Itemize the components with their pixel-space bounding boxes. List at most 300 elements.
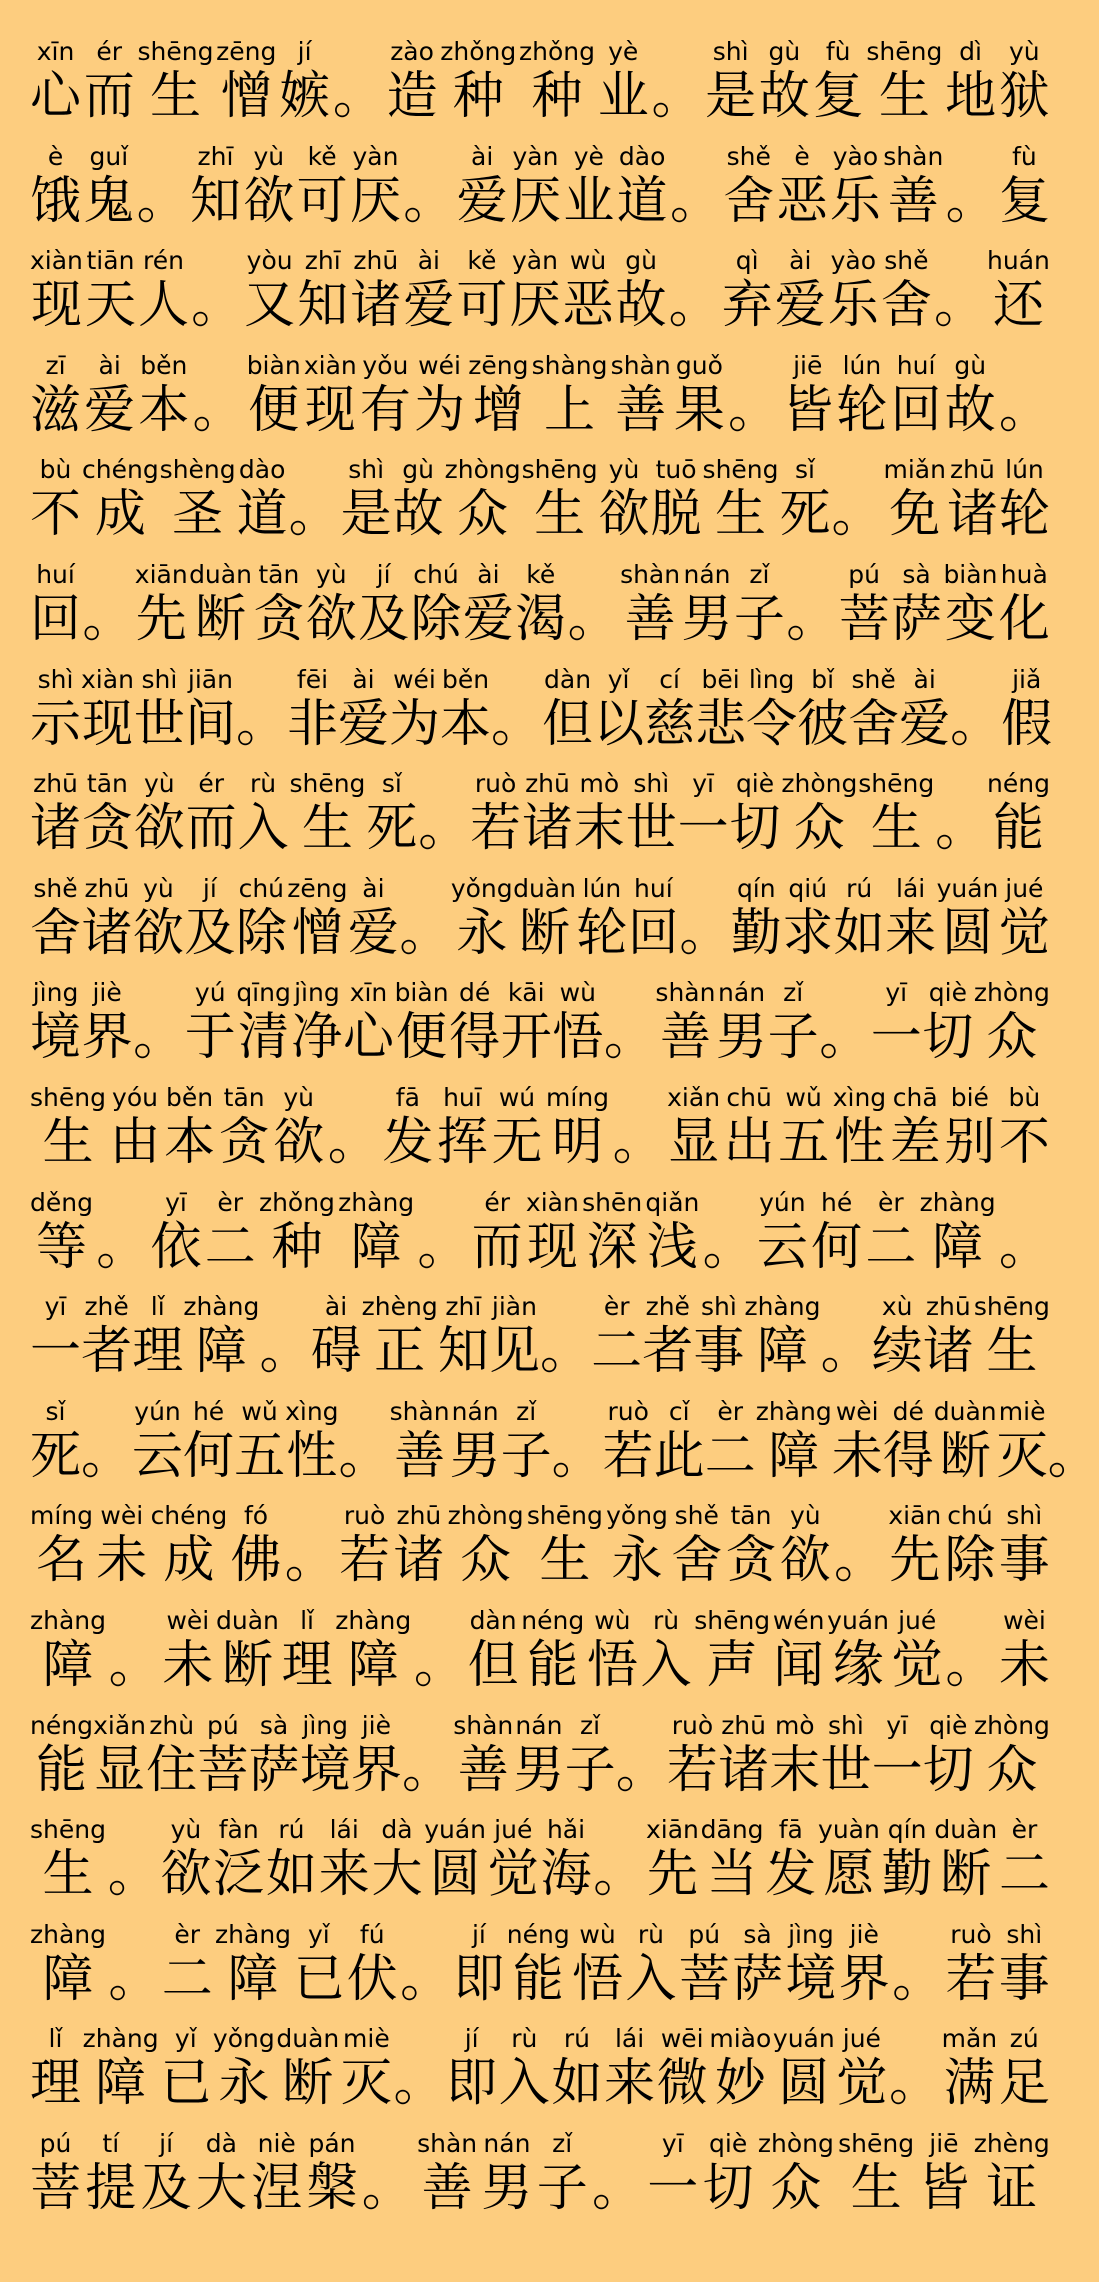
character-unit [758, 2130, 834, 2220]
character-unit [30, 979, 81, 1069]
hanzi: 二 [998, 1845, 1050, 1905]
pinyin: guǒ [675, 350, 723, 380]
character-unit [918, 2130, 969, 2220]
hanzi: 一 [647, 2158, 699, 2218]
hanzi: 生 [149, 67, 201, 126]
pinyin: yǐ [174, 2024, 197, 2054]
character-unit [135, 561, 188, 651]
hanzi: 别 [944, 1112, 996, 1172]
pinyin: sǐ [45, 1396, 66, 1426]
hanzi: 入 [498, 2054, 550, 2114]
hanzi: 发 [765, 1845, 817, 1905]
pinyin: lìng [748, 664, 795, 694]
punctuation: 。 [1047, 1426, 1099, 1486]
hanzi: 足 [998, 2054, 1050, 2114]
pinyin: hé [821, 1187, 853, 1217]
pinyin: zī [45, 350, 66, 380]
character-unit [424, 1816, 486, 1906]
character-unit [285, 1398, 338, 1488]
pinyin: zhū [396, 1501, 442, 1531]
pinyin: miè [343, 2024, 390, 2054]
character-unit [297, 143, 348, 233]
pinyin: zhàng [215, 1919, 292, 1949]
hanzi: 便 [248, 380, 300, 440]
pinyin: xiàn [81, 664, 134, 694]
pinyin: qiè [735, 769, 775, 799]
character-unit [437, 1084, 488, 1174]
hanzi: 若 [666, 1740, 718, 1800]
character-unit [341, 2025, 392, 2115]
pinyin: huí [896, 350, 936, 380]
pinyin: ér [484, 1187, 511, 1217]
hanzi: 切 [922, 1008, 974, 1068]
character-unit [730, 770, 781, 860]
character-unit [390, 1398, 450, 1488]
character-unit [456, 247, 507, 337]
character-unit [133, 875, 184, 965]
character-unit [446, 2025, 497, 2115]
hanzi: 但 [542, 694, 594, 754]
character-unit [266, 1816, 317, 1906]
pinyin: dào [618, 141, 666, 171]
hanzi: 诸 [350, 276, 402, 336]
hanzi: 业 [597, 67, 649, 126]
pinyin: sà [902, 559, 931, 589]
character-unit [922, 979, 973, 1069]
character-unit [818, 1816, 880, 1906]
character-unit [30, 1502, 93, 1592]
character-unit [335, 1607, 411, 1697]
pinyin: jí [202, 873, 217, 903]
character-unit [616, 247, 667, 337]
pinyin: lún [842, 350, 882, 380]
hanzi: 厌 [509, 276, 561, 336]
hanzi: 变 [944, 589, 996, 649]
pinyin: qín [887, 1815, 927, 1845]
hanzi: 觉 [487, 1845, 539, 1905]
hanzi: 依 [150, 1217, 202, 1277]
character-unit [341, 456, 392, 546]
punctuation: 。 [998, 380, 1050, 440]
character-unit [93, 1712, 146, 1802]
character-unit [782, 352, 833, 442]
hanzi: 断 [939, 1426, 991, 1486]
hanzi: 永 [456, 903, 508, 963]
punctuation: 。 [133, 1008, 185, 1068]
pinyin: zhàng [919, 1187, 996, 1217]
character-unit [297, 247, 348, 337]
hanzi: 海 [540, 1845, 592, 1905]
hanzi: 已 [160, 2054, 212, 2114]
hanzi: 滋 [30, 380, 82, 440]
hanzi: 回 [30, 589, 82, 649]
pinyin: lǐ [48, 2024, 63, 2054]
character-unit [657, 2025, 708, 2115]
hanzi: 贪 [81, 799, 133, 859]
hanzi: 障 [347, 1635, 399, 1695]
hanzi: 善 [457, 1740, 509, 1800]
character-unit [883, 143, 943, 233]
hanzi: 大 [371, 1845, 423, 1905]
pinyin: xiān [646, 1815, 699, 1845]
pinyin: zhù [149, 1710, 195, 1740]
punctuation: 。 [679, 903, 731, 963]
pinyin: yù [283, 1082, 315, 1112]
punctuation: 。 [108, 1635, 160, 1695]
hanzi: 伏 [346, 1949, 398, 2009]
pinyin: fù [825, 37, 851, 66]
pinyin: è [794, 141, 810, 171]
character-unit [306, 561, 357, 651]
hanzi: 渴 [515, 589, 567, 649]
pinyin: mò [774, 1710, 815, 1740]
hanzi: 菩 [678, 1949, 730, 2009]
pinyin: lǐ [300, 1605, 315, 1635]
hanzi: 善 [394, 1426, 446, 1486]
character-unit [651, 456, 702, 546]
hanzi: 灭 [996, 1426, 1048, 1486]
character-unit [251, 2130, 302, 2220]
pinyin: chú [238, 873, 285, 903]
pinyin: dào [238, 455, 286, 485]
pinyin: jí [471, 1919, 486, 1949]
hanzi: 得 [882, 1426, 934, 1486]
punctuation: 。 [491, 694, 543, 754]
hanzi: 如 [833, 903, 885, 963]
hanzi: 明 [552, 1112, 604, 1172]
pinyin: yǒu [362, 350, 409, 380]
hanzi: 若 [945, 1949, 997, 2009]
hanzi: 种 [531, 67, 583, 126]
pinyin: zhū [84, 873, 130, 903]
hanzi: 道 [236, 485, 288, 545]
pinyin: lún [1005, 455, 1044, 485]
hanzi: 碍 [310, 1322, 362, 1382]
pinyin: yuán [936, 873, 999, 903]
character-unit [30, 875, 81, 965]
pinyin: běn [441, 664, 490, 694]
character-unit [756, 1398, 832, 1488]
character-unit [999, 38, 1050, 128]
text-line [30, 2025, 1050, 2130]
character-unit [617, 143, 668, 233]
character-unit [732, 1921, 783, 2011]
hanzi: 成 [163, 1531, 215, 1591]
pinyin: shě [33, 873, 78, 903]
pinyin: pán [308, 2128, 356, 2158]
character-unit [463, 561, 514, 651]
hanzi: 除 [410, 589, 462, 649]
pinyin: qiè [929, 1710, 968, 1740]
pinyin: yǒng [450, 873, 513, 903]
punctuation: 。 [413, 1635, 465, 1695]
pinyin: nán [718, 978, 766, 1008]
hanzi: 果 [673, 380, 725, 440]
hanzi: 诸 [922, 1322, 974, 1382]
character-unit [205, 1189, 256, 1279]
hanzi: 皆 [782, 380, 834, 440]
hanzi: 增 [472, 380, 524, 440]
pinyin: chéng [150, 1501, 228, 1531]
hanzi: 断 [221, 1635, 273, 1695]
hanzi: 障 [95, 2054, 147, 2114]
character-unit [343, 979, 394, 1069]
pinyin: zhàng [338, 1187, 415, 1217]
character-unit [942, 2025, 998, 2115]
hanzi: 心 [342, 1008, 394, 1068]
pinyin: ài [352, 664, 375, 694]
hanzi: 能 [35, 1740, 87, 1800]
pinyin: yè [573, 141, 604, 171]
character-unit [722, 247, 773, 337]
hanzi: 男 [716, 1008, 768, 1068]
pinyin: zhòng [444, 455, 521, 485]
hanzi: 何 [183, 1426, 235, 1486]
character-unit [448, 1502, 524, 1592]
character-unit [920, 1189, 996, 1279]
hanzi: 又 [244, 276, 296, 336]
pinyin: tiān [86, 246, 135, 276]
character-unit [183, 1293, 259, 1383]
hanzi: 欲 [779, 1531, 831, 1591]
character-unit [678, 770, 729, 860]
hanzi: 爱 [456, 171, 508, 231]
character-unit [974, 979, 1050, 1069]
character-unit [598, 38, 649, 128]
character-unit [641, 1607, 692, 1697]
pinyin: yè [608, 37, 639, 66]
pinyin: wǔ [785, 1082, 822, 1112]
hanzi: 境 [30, 1008, 82, 1068]
hanzi: 而 [83, 67, 135, 126]
character-unit [667, 1712, 718, 1802]
punctuation: 。 [702, 1217, 754, 1277]
hanzi: 先 [889, 1531, 941, 1591]
character-unit [30, 352, 81, 442]
pinyin: shì [700, 1292, 737, 1322]
pinyin: ài [913, 664, 936, 694]
character-unit [231, 1502, 282, 1592]
character-unit [30, 456, 81, 546]
punctuation: 。 [888, 2054, 940, 2114]
character-unit [338, 666, 389, 756]
hanzi: 知 [437, 1322, 489, 1382]
character-unit [134, 770, 185, 860]
pinyin: tí [102, 2128, 120, 2158]
character-unit [884, 456, 946, 546]
character-unit [943, 561, 997, 651]
character-unit [542, 666, 593, 756]
hanzi: 舍 [880, 276, 932, 336]
hanzi: 乐 [829, 171, 881, 231]
hanzi: 世 [820, 1740, 872, 1800]
pinyin: yù [143, 769, 175, 799]
character-unit [703, 2130, 754, 2220]
pinyin: miǎn [883, 455, 946, 485]
hanzi: 还 [992, 276, 1044, 336]
pinyin: zhī [445, 1292, 482, 1322]
character-unit [138, 247, 189, 337]
character-unit [81, 1293, 132, 1383]
punctuation: 。 [393, 2054, 445, 2114]
character-unit [236, 979, 291, 1069]
hanzi: 故 [615, 276, 667, 336]
pinyin: fā [395, 1082, 420, 1112]
pinyin: yù [608, 455, 640, 485]
character-unit [499, 2025, 550, 2115]
punctuation: 。 [82, 589, 134, 649]
character-unit [513, 875, 576, 965]
character-unit [565, 1712, 616, 1802]
character-unit [695, 666, 746, 756]
character-unit [703, 456, 779, 546]
character-unit [999, 875, 1050, 965]
punctuation: 。 [259, 1322, 311, 1382]
pinyin: shēng [289, 769, 366, 799]
hanzi: 子 [564, 1740, 616, 1800]
hanzi: 能 [992, 799, 1044, 859]
punctuation: 。 [945, 171, 997, 231]
character-unit [189, 561, 252, 651]
punctuation: 。 [668, 276, 720, 336]
character-unit [723, 143, 774, 233]
punctuation: 。 [332, 67, 384, 126]
hanzi: 涅 [251, 2158, 303, 2218]
hanzi: 善 [421, 2158, 473, 2218]
punctuation: 。 [284, 1531, 336, 1591]
pinyin: wén [772, 1605, 825, 1635]
pinyin: mò [579, 769, 620, 799]
hanzi: 生 [534, 485, 586, 545]
pinyin: shàn [655, 978, 716, 1008]
character-unit [395, 979, 449, 1069]
character-unit [890, 1084, 941, 1174]
character-unit [587, 1607, 638, 1697]
character-unit [30, 1189, 93, 1279]
pinyin: zhū [33, 769, 78, 799]
hanzi: 本 [440, 694, 492, 754]
character-unit [839, 561, 890, 651]
character-unit [30, 1607, 106, 1697]
character-unit [293, 1921, 344, 2011]
hanzi: 但 [467, 1635, 519, 1695]
hanzi: 未 [96, 1531, 148, 1591]
hanzi: 闻 [773, 1635, 825, 1695]
hanzi: 恶 [562, 276, 614, 336]
pinyin: duàn [216, 1605, 279, 1635]
hanzi: 心 [30, 67, 82, 126]
punctuation: 。 [192, 380, 244, 440]
character-unit [403, 247, 454, 337]
hanzi: 欲 [132, 903, 184, 963]
pinyin: wù [579, 1919, 616, 1949]
pinyin: zhū [721, 1710, 766, 1740]
character-unit [541, 1816, 592, 1906]
pinyin: gù [954, 350, 987, 380]
hanzi: 理 [281, 1635, 333, 1695]
pinyin: duàn [933, 1396, 997, 1426]
character-unit [781, 770, 857, 860]
character-unit [306, 2130, 357, 2220]
hanzi: 断 [519, 903, 571, 963]
pinyin: zhòng [447, 1501, 524, 1531]
character-unit [834, 875, 885, 965]
character-unit [190, 143, 241, 233]
character-unit [836, 2025, 887, 2115]
hanzi: 来 [885, 903, 937, 963]
pinyin: dāng [700, 1815, 764, 1845]
punctuation: 。 [107, 1845, 159, 1905]
pinyin: ruò [671, 1710, 714, 1740]
character-unit [311, 1293, 362, 1383]
hanzi: 正 [374, 1322, 426, 1382]
pinyin: gù [625, 246, 657, 276]
pinyin: kāi [507, 978, 545, 1008]
punctuation: 。 [819, 1008, 871, 1068]
hanzi: 贪 [218, 1112, 270, 1172]
punctuation: 。 [403, 171, 455, 231]
hanzi: 勤 [881, 1845, 933, 1905]
hanzi: 诸 [946, 485, 998, 545]
hanzi: 障 [42, 1949, 94, 2009]
pinyin: shì [348, 455, 385, 485]
hanzi: 回 [627, 903, 679, 963]
hanzi: 生 [42, 1112, 94, 1172]
character-unit [974, 1293, 1050, 1383]
character-unit [563, 247, 614, 337]
hanzi: 挥 [436, 1112, 488, 1172]
punctuation: 。 [998, 1217, 1050, 1277]
hanzi: 而 [471, 1217, 523, 1277]
character-unit [244, 247, 295, 337]
hanzi: 见 [488, 1322, 540, 1382]
pinyin: ài [98, 350, 121, 380]
hanzi: 浅 [646, 1217, 698, 1277]
hanzi: 是 [340, 485, 392, 545]
pinyin: yào [830, 246, 877, 276]
pinyin: zēng [468, 350, 529, 380]
hanzi: 男 [513, 1740, 565, 1800]
character-unit [999, 1921, 1050, 2011]
character-unit [606, 1502, 668, 1592]
punctuation: 。 [235, 694, 287, 754]
pinyin: ài [417, 246, 440, 276]
character-unit [999, 1607, 1050, 1697]
hanzi: 微 [656, 2054, 708, 2114]
pinyin: zhū [353, 246, 399, 276]
pinyin: jìng [294, 978, 340, 1008]
hanzi: 善 [659, 1008, 711, 1068]
hanzi: 二 [204, 1217, 256, 1277]
punctuation: 。 [820, 1322, 872, 1382]
hanzi: 可 [456, 276, 508, 336]
hanzi: 善 [887, 171, 939, 231]
hanzi: 出 [723, 1112, 775, 1172]
pinyin: nán [451, 1396, 499, 1426]
character-unit [445, 456, 521, 546]
character-unit [347, 1921, 398, 2011]
hanzi: 断 [940, 1845, 992, 1905]
hanzi: 能 [512, 1949, 564, 2009]
hanzi: 而 [185, 799, 237, 859]
character-unit [839, 1921, 890, 2011]
hanzi: 现 [304, 380, 356, 440]
character-unit [279, 38, 330, 128]
character-unit [440, 38, 516, 128]
pinyin: zhèng [973, 2128, 1050, 2158]
character-unit [937, 875, 999, 965]
character-unit [644, 666, 695, 756]
